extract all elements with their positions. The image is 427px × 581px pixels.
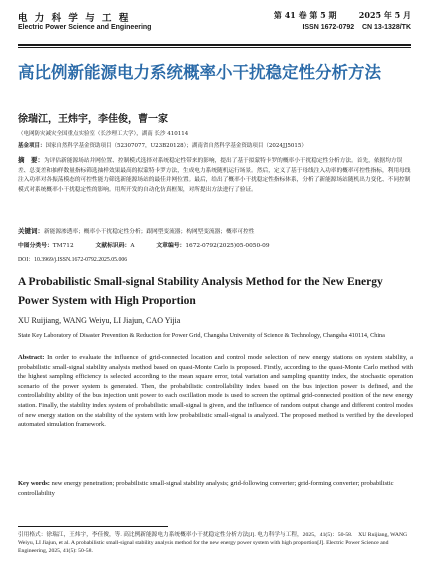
affiliation-en: State Key Laboratory of Disaster Prevention & Reduction for Power Grid, Changsha University of Science & Technology, Changsha 410114, China: [18, 332, 385, 339]
paper-title-en: A Probabilistic Small-signal Stability Analysis Method for the New Energy Power System with High Proportion: [18, 276, 383, 307]
abstract-en: [18, 353, 413, 430]
keywords-en: [18, 479, 413, 498]
page-header: [18, 10, 411, 44]
doc-code-value: A: [130, 243, 135, 249]
funding-label: 基金项目：: [18, 143, 46, 149]
keywords-cn: [18, 227, 413, 237]
clc-label: 中图分类号：: [18, 243, 53, 249]
abstract-en-text: In order to evaluate the influence of grid-connected location and control mode selection of new energy stations on system stability, a probabilistic small-signal stability analysis method based on quasi-Monte Carlo is proposed. Firstly, according to the quasi-Monte Carlo method with the highest sampling efficiency is selected according to the mean square error, total variation and sampling quantity index, the stochastic operation scenario of the power system is generated. Then, the probabilistic controllability index based on the bus injection power is defined, and the controllability ability of the bus injection unit power to each oscillation mode is used to screen the optimal grid-connected position of the new energy station. Finally, the stability index system of probabilistic small-signal is given, and the influence of random output change and different control modes of new energy station on the stability of the system with low probabilistic small-signal is analyzed. The proposed method is verified by the developed automated simulation framework.: [18, 354, 413, 429]
clc-value: TM712: [52, 243, 74, 249]
keywords-en-text: new energy penetration; probabilistic small-signal stability analysis; grid-following converter; grid-forming converter; probabilistic controllability: [18, 480, 394, 497]
keywords-cn-label: 关键词：: [18, 227, 44, 235]
article-no-label: 文章编号：: [156, 243, 186, 249]
journal-name-en: Electric Power Science and Engineering: [18, 24, 152, 31]
citation-format: 引用格式：徐瑞江，王炜宇，李佳俊，等. 高比例新能源电力系统概率小干扰稳定性分析方法[J]. 电力科学与工程，2025，41(5)：50-58. XU Ruijiang, WANG Weiyu, LI Jiajun, et al. A probabilistic small-signal stability analysis method for the new energy power system with high proportion[J]. Electric Power Science and Engineering, 2025, 41(5): 50-58.: [18, 532, 408, 554]
footnote-rule: [18, 526, 168, 527]
funding-text: 国家自然科学基金资助项目（52307077，U23B20128）；湖南省自然科学基金资助项目（2024JJ5015）: [45, 143, 307, 149]
volume-issue: 第 41 卷 第 5 期 2025 年 5 月: [273, 10, 411, 20]
funding-cn: [18, 142, 413, 150]
paper-title-cn: 高比例新能源电力系统概率小干扰稳定性分析方法: [18, 63, 381, 82]
header-rule-thin: [18, 47, 411, 48]
authors-cn: 徐瑞江，王炜宇，李佳俊，曹一家: [18, 114, 168, 125]
issn-cn: ISSN 1672-0792 CN 13-1328/TK: [302, 24, 411, 31]
doc-code-label: 文献标识码：: [95, 243, 131, 249]
abstract-cn-label: 摘 要：: [18, 156, 44, 164]
journal-name-cn: 电 力 科 学 与 工 程: [18, 13, 131, 24]
abstract-cn: [18, 156, 413, 195]
abstract-cn-text: 为评估新能源场站并网位置、控制模式选择对系统稳定性带来的影响，提出了基于拟蒙特卡罗的概率小干扰稳定性分析方法。首先，依据均方误差、总变差和抽样数量指标筛选抽样效果最高的拟蒙特卡罗方法，生成电力系统随机运行场景。然后，定义了基于母线注入功率的概率可控性指标，利用母线注入功率对各振荡模态的可控性能力筛选新能源场站的最佳并网位置。最后，给出了概率小干扰稳定性指标体系，分析了新能源场站随机出力变化、不同控制模式对系统概率小干扰稳定性的影响。用所开发的自动化仿真框架，对所提出方法进行了验证。: [18, 158, 411, 193]
classification-row: [18, 242, 413, 251]
article-no-value: 1672-0792(2025)05-0050-09: [185, 243, 270, 249]
abstract-en-label: Abstract:: [18, 354, 45, 361]
authors-en: XU Ruijiang, WANG Weiyu, LI Jiajun, CAO Yijia: [18, 316, 181, 325]
affiliation-cn: （电网防灾减灾全国重点实验室（长沙理工大学），湖南 长沙 410114: [18, 131, 189, 137]
keywords-en-label: Key words:: [18, 480, 50, 487]
header-rule-thick: [18, 44, 411, 46]
doi[interactable]: DOI：10.3969/j.ISSN.1672-0792.2025.05.006: [18, 257, 128, 263]
keywords-cn-text: 新能源渗透率；概率小干扰稳定性分析；跟网型变流器；构网型变流器；概率可控性: [44, 229, 255, 235]
